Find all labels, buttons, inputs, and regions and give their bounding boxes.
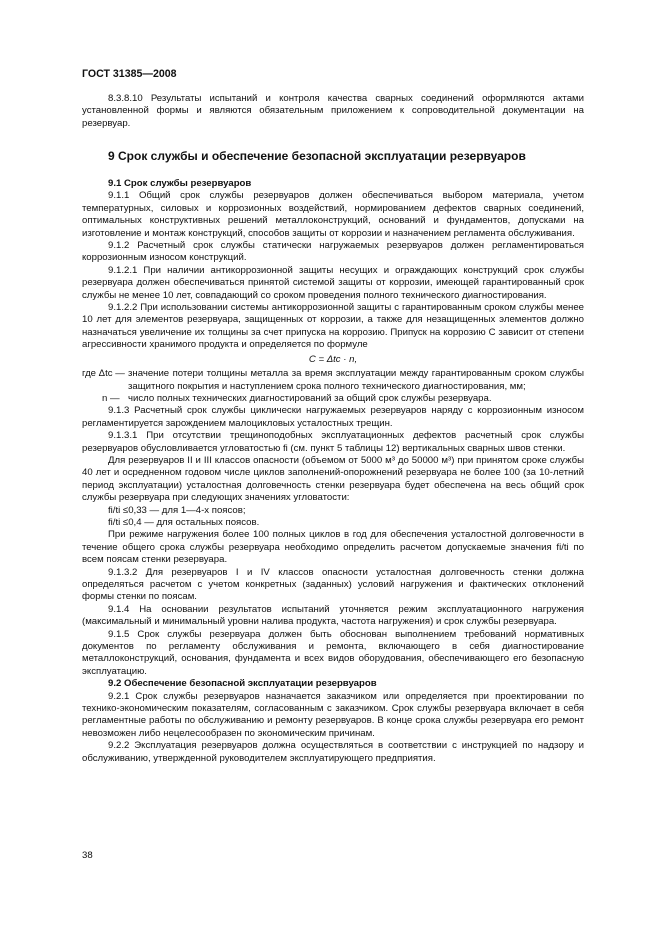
paragraph-9-2-2: 9.2.2 Эксплуатация резервуаров должна осуществляться в соответствии с инструкцией по надзору и обслуживанию, утвержденной руководителем эксплуатирующего предприятия.	[82, 740, 584, 764]
where-definition: значение потери толщины металла за время эксплуатации между гарантированным сроком службы защитного покрытия и наступлением срока полного технического диагностирования, мм;	[128, 368, 584, 392]
paragraph-9-1-3-2: 9.1.3.2 Для резервуаров I и IV классов опасности усталостная долговечность стенки должна определяться расчетом с учетом конкретных (заданных) условий нагружения и фактических отклонений формы стенки по поясам.	[82, 566, 584, 603]
where-symbol: где Δtс —	[82, 368, 125, 380]
section-title: 9 Срок службы и обеспечение безопасной эксплуатации резервуаров	[108, 149, 526, 163]
paragraph-9-1-3-1: 9.1.3.1 При отсутствии трещиноподобных эксплуатационных дефектов расчетный срок службы резервуаров обусловливается угловатостью fi (см. пункт 5 таблицы 12) вертикальных сварных швов стенки.	[82, 430, 584, 454]
where-clause-2	[82, 393, 584, 405]
paragraph-9-1-3: 9.1.3 Расчетный срок службы циклически нагружаемых резервуаров наряду с коррозионным износом регламентируется зарождением малоцикловых усталостных трещин.	[82, 405, 584, 429]
paragraph-9-1-1: 9.1.1 Общий срок службы резервуаров должен обеспечиваться выбором материала, учетом температурных, силовых и коррозионных воздействий, нормированием дефектов сварных соединений, оптимальных конструктивных решений металлоконструкций, оснований и фундаментов, допусками на изготовление и монтаж конструкций, способов защиты от коррозии и назначением регламента обслуживания.	[82, 190, 584, 239]
page-number: 38	[82, 850, 93, 861]
section-9	[82, 149, 584, 164]
paragraph-9-1-2-1: 9.1.2.1 При наличии антикоррозионной защиты несущих и ограждающих конструкций срок службы резервуара должен обеспечиваться принятой системой защиты от коррозии, имеющей гарантированный срок службы не менее 10 лет, совпадающий со сроком проведения полного технического диагностирования.	[82, 264, 584, 301]
where-definition: число полных технических диагностирований за общий срок службы резервуара.	[128, 392, 492, 404]
paragraph-classes: Для резервуаров II и III классов опасности (объемом от 5000 м³ до 50000 м³) при принятом сроке службы 40 лет и осредненном годовом числе циклов заполнений-опорожнений резервуара не более 100 (за 10-летний период эксплуатации) усталостная долговечность стенки резервуара будет обеспечена на весь общий срок службы резервуара при следующих значениях угловатости:	[82, 454, 584, 504]
paragraph-9-2-1: 9.2.1 Срок службы резервуаров назначается заказчиком или определяется при проектировании по технико-экономическим показателям, согласованным с заказчиком. Срок службы резервуара включает в себя регламентные работы по обслуживанию и ремонту резервуаров. В конце срока службы резервуара его ремонт невозможен либо нецелесообразен по экономическим причинам.	[82, 690, 584, 739]
paragraph-9-1-4: 9.1.4 На основании результатов испытаний уточняется режим эксплуатационного нагружения (максимальный и минимальный уровни налива продукта, частота нагружения) и срок службы резервуара.	[82, 603, 584, 628]
condition-2: fi/ti ≤0,4 — для остальных поясов.	[108, 516, 260, 528]
paragraph-loading: При режиме нагружения более 100 полных циклов в год для обеспечения усталостной долговечности в течение общего срока службы резервуара необходимо определить расчетом допускаемые значения fi/ti по всем поясам стенки резервуара.	[82, 529, 584, 566]
paragraph-9-1-5: 9.1.5 Срок службы резервуара должен быть обоснован выполнением требований нормативных документов по регламенту обслуживания и ремонта, включающего в себя диагностирование металлоконструкций, основания, фундамента и всех видов оборудования, обеспечивающего его безопасную эксплуатацию.	[82, 628, 584, 677]
formula: C = Δtс · n,	[308, 353, 358, 365]
condition-1: fi/ti ≤0,33 — для 1—4-х поясов;	[108, 504, 246, 516]
clause-8-3-8-10	[82, 93, 584, 130]
page-header: ГОСТ 31385—2008	[82, 68, 177, 80]
subsection-title-9-1: 9.1 Срок службы резервуаров	[108, 178, 252, 189]
paragraph: 8.3.8.10 Результаты испытаний и контроля качества сварных соединений оформляются актами установленной формы и являются обязательным приложением к сопроводительной документации на резервуар.	[82, 93, 584, 129]
section-9-body	[82, 178, 584, 765]
where-symbol: n —	[102, 392, 120, 404]
subsection-title-9-2: 9.2 Обеспечение безопасной эксплуатации резервуаров	[108, 678, 377, 690]
where-clause-1	[82, 368, 584, 393]
paragraph-9-1-2: 9.1.2 Расчетный срок службы статически нагружаемых резервуаров должен регламентироваться коррозионным износом конструкций.	[82, 240, 584, 264]
paragraph-9-1-2-2: 9.1.2.2 При использовании системы антикоррозионной защиты с гарантированным сроком службы менее 10 лет для элементов резервуара, защищенных от коррозии, а также для незащищенных элементов должно назначаться увеличение их толщины за счет припуска на коррозию. Припуск на коррозию C зависит от степени агрессивности хранимого продукта и определяется по формуле	[82, 302, 584, 351]
